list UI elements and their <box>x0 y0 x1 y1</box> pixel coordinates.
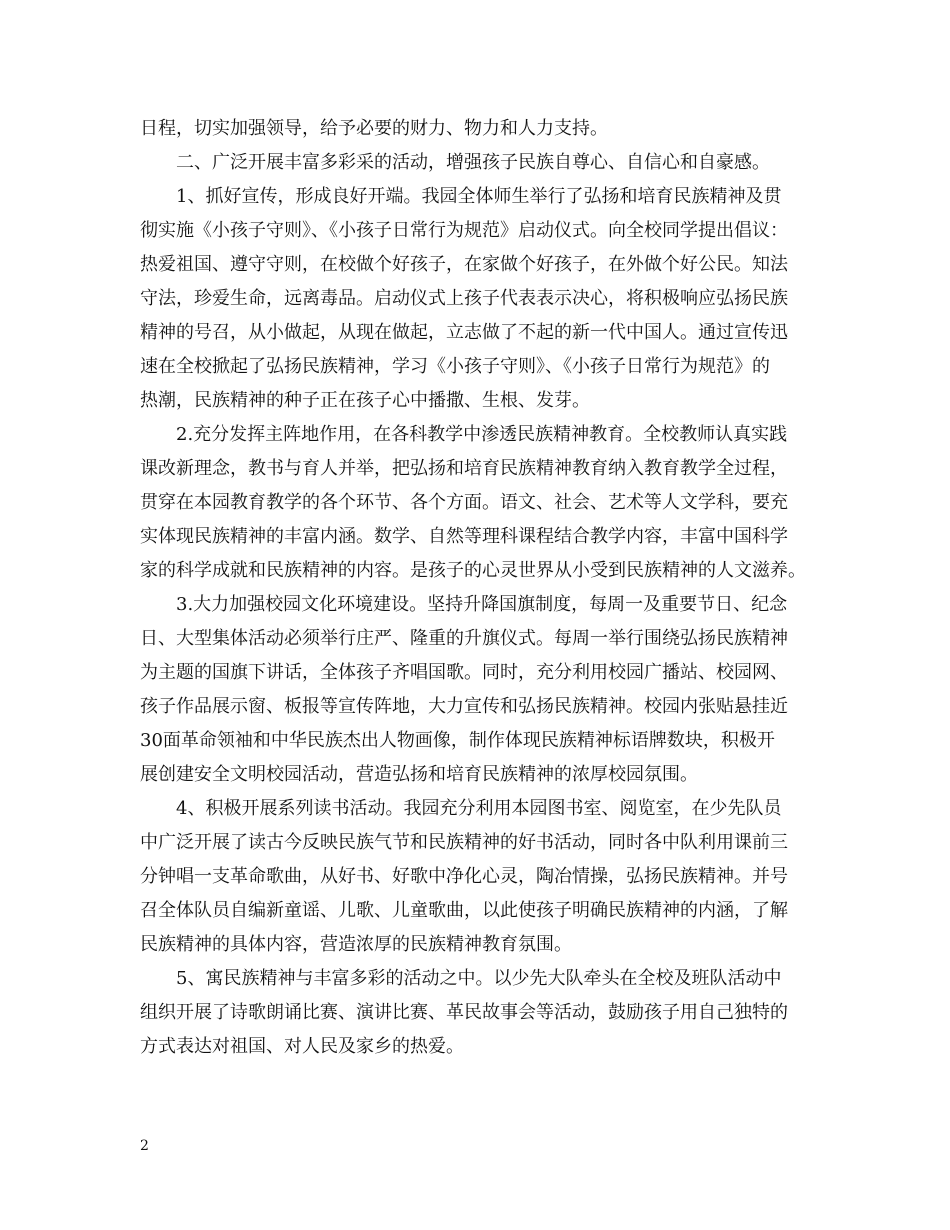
text-line: 日、大型集体活动必须举行庄严、隆重的升旗仪式。每周一举行围绕弘扬民族精神 <box>140 628 788 649</box>
text-line: 家的科学成就和民族精神的内容。是孩子的心灵世界从小受到民族精神的人文滋养。 <box>140 560 806 581</box>
text-line: 热爱祖国、遵守守则，在校做个好孩子，在家做个好孩子，在外做个好公民。知法 <box>140 254 788 275</box>
text-line: 实体现民族精神的丰富内涵。数学、自然等理科课程结合教学内容，丰富中国科学 <box>140 526 788 547</box>
text-line: 3.大力加强校园文化环境建设。坚持升降国旗制度，每周一及重要节日、纪念 <box>176 594 788 615</box>
paragraph-heading: 二、广泛开展丰富多彩采的活动，增强孩子民族自尊心、自信心和自豪感。 <box>176 152 770 173</box>
text-line: 孩子作品展示窗、板报等宣传阵地，大力宣传和弘扬民族精神。校园内张贴悬挂近 <box>140 696 788 717</box>
page-number: 2 <box>140 1138 149 1154</box>
text-line: 热潮，民族精神的种子正在孩子心中播撒、生根、发芽。 <box>140 390 590 411</box>
body-text <box>140 112 820 1064</box>
text-line: 5、寓民族精神与丰富多彩的活动之中。以少先大队牵头在全校及班队活动中 <box>176 968 782 989</box>
text-line: 为主题的国旗下讲话，全体孩子齐唱国歌。同时，充分利用校园广播站、校园网、 <box>140 662 788 683</box>
text-line: 召全体队员自编新童谣、儿歌、儿童歌曲，以此使孩子明确民族精神的内涵，了解 <box>140 900 788 921</box>
text-line: 课改新理念，教书与育人并举，把弘扬和培育民族精神教育纳入教育教学全过程， <box>140 458 788 479</box>
text-line: 彻实施《小孩子守则》、《小孩子日常行为规范》启动仪式。向全校同学提出倡议： <box>140 220 788 241</box>
text-line: 速在全校掀起了弘扬民族精神，学习《小孩子守则》、《小孩子日常行为规范》的 <box>140 356 770 377</box>
text-line: 中广泛开展了读古今反映民族气节和民族精神的好书活动，同时各中队利用课前三 <box>140 832 788 853</box>
text-line: 2.充分发挥主阵地作用，在各科教学中渗透民族精神教育。全校教师认真实践 <box>176 424 788 445</box>
text-line: 日程，切实加强领导，给予必要的财力、物力和人力支持。 <box>140 118 608 139</box>
text-line: 守法，珍爱生命，远离毒品。启动仪式上孩子代表表示决心，将积极响应弘扬民族 <box>140 288 788 309</box>
text-line: 精神的号召，从小做起，从现在做起，立志做了不起的新一代中国人。通过宣传迅 <box>140 322 788 343</box>
text-line: 30面革命领袖和中华民族杰出人物画像，制作体现民族精神标语牌数块，积极开 <box>140 730 775 751</box>
text-line: 贯穿在本园教育教学的各个环节、各个方面。语文、社会、艺术等人文学科，要充 <box>140 492 788 513</box>
text-line: 4、积极开展系列读书活动。我园充分利用本园图书室、阅览室，在少先队员 <box>176 798 782 819</box>
text-line: 展创建安全文明校园活动，营造弘扬和培育民族精神的浓厚校园氛围。 <box>140 764 698 785</box>
text-line: 分钟唱一支革命歌曲，从好书、好歌中净化心灵，陶冶情操，弘扬民族精神。并号 <box>140 866 788 887</box>
text-line: 方式表达对祖国、对人民及家乡的热爱。 <box>140 1036 464 1057</box>
text-line: 民族精神的具体内容，营造浓厚的民族精神教育氛围。 <box>140 934 572 955</box>
text-line: 1、抓好宣传，形成良好开端。我园全体师生举行了弘扬和培育民族精神及贯 <box>176 186 782 207</box>
text-line: 组织开展了诗歌朗诵比赛、演讲比赛、革民故事会等活动，鼓励孩子用自己独特的 <box>140 1002 788 1023</box>
